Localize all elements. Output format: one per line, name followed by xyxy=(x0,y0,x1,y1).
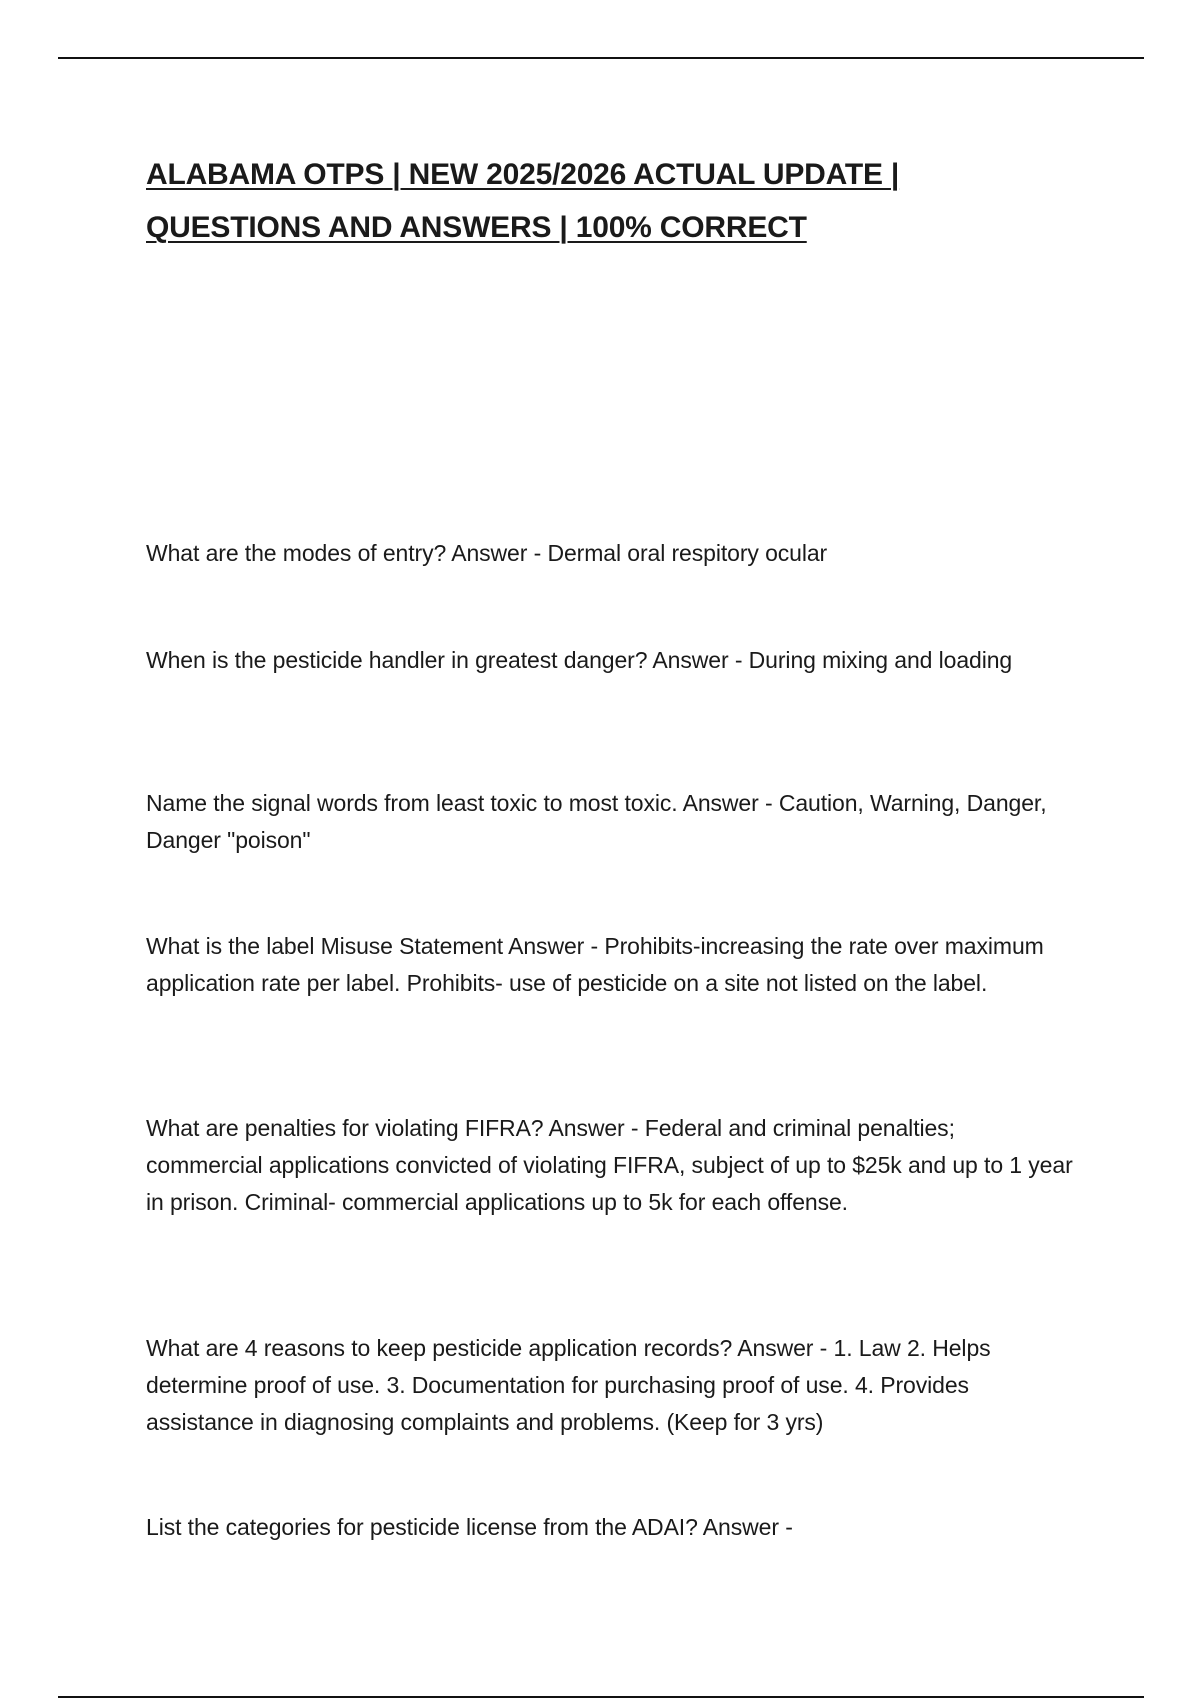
top-rule xyxy=(58,57,1144,59)
title-line-2: QUESTIONS AND ANSWERS | 100% CORRECT xyxy=(146,211,807,244)
title-line-1: ALABAMA OTPS | NEW 2025/2026 ACTUAL UPDATE | xyxy=(146,158,900,191)
qa-item-modes-of-entry: What are the modes of entry? Answer - Dermal oral respitory ocular xyxy=(146,540,828,566)
document-title xyxy=(146,148,1076,254)
qa-item-signal-words: Name the signal words from least toxic to most toxic. Answer - Caution, Warning, Danger, Danger "poison" xyxy=(146,790,1047,853)
qa-item-handler-danger: When is the pesticide handler in greatest danger? Answer - During mixing and loading xyxy=(146,647,1013,673)
qa-item-fifra-penalties: What are penalties for violating FIFRA? Answer - Federal and criminal penalties; commercial applications convicted of violating FIFRA, subject of up to $25k and up to 1 year in prison. Criminal- commercial applications up to 5k for each offense. xyxy=(146,1115,1073,1215)
bottom-rule xyxy=(58,1696,1144,1698)
qa-item-misuse-statement: What is the label Misuse Statement Answer - Prohibits-increasing the rate over maximum application rate per label. Prohibits- use of pesticide on a site not listed on the label. xyxy=(146,933,1044,996)
qa-item-application-records: What are 4 reasons to keep pesticide application records? Answer - 1. Law 2. Helps determine proof of use. 3. Documentation for purchasing proof of use. 4. Provides assistance in diagnosing complaints and problems. (Keep for 3 yrs) xyxy=(146,1335,991,1435)
qa-item-license-categories: List the categories for pesticide license from the ADAI? Answer - xyxy=(146,1514,793,1540)
